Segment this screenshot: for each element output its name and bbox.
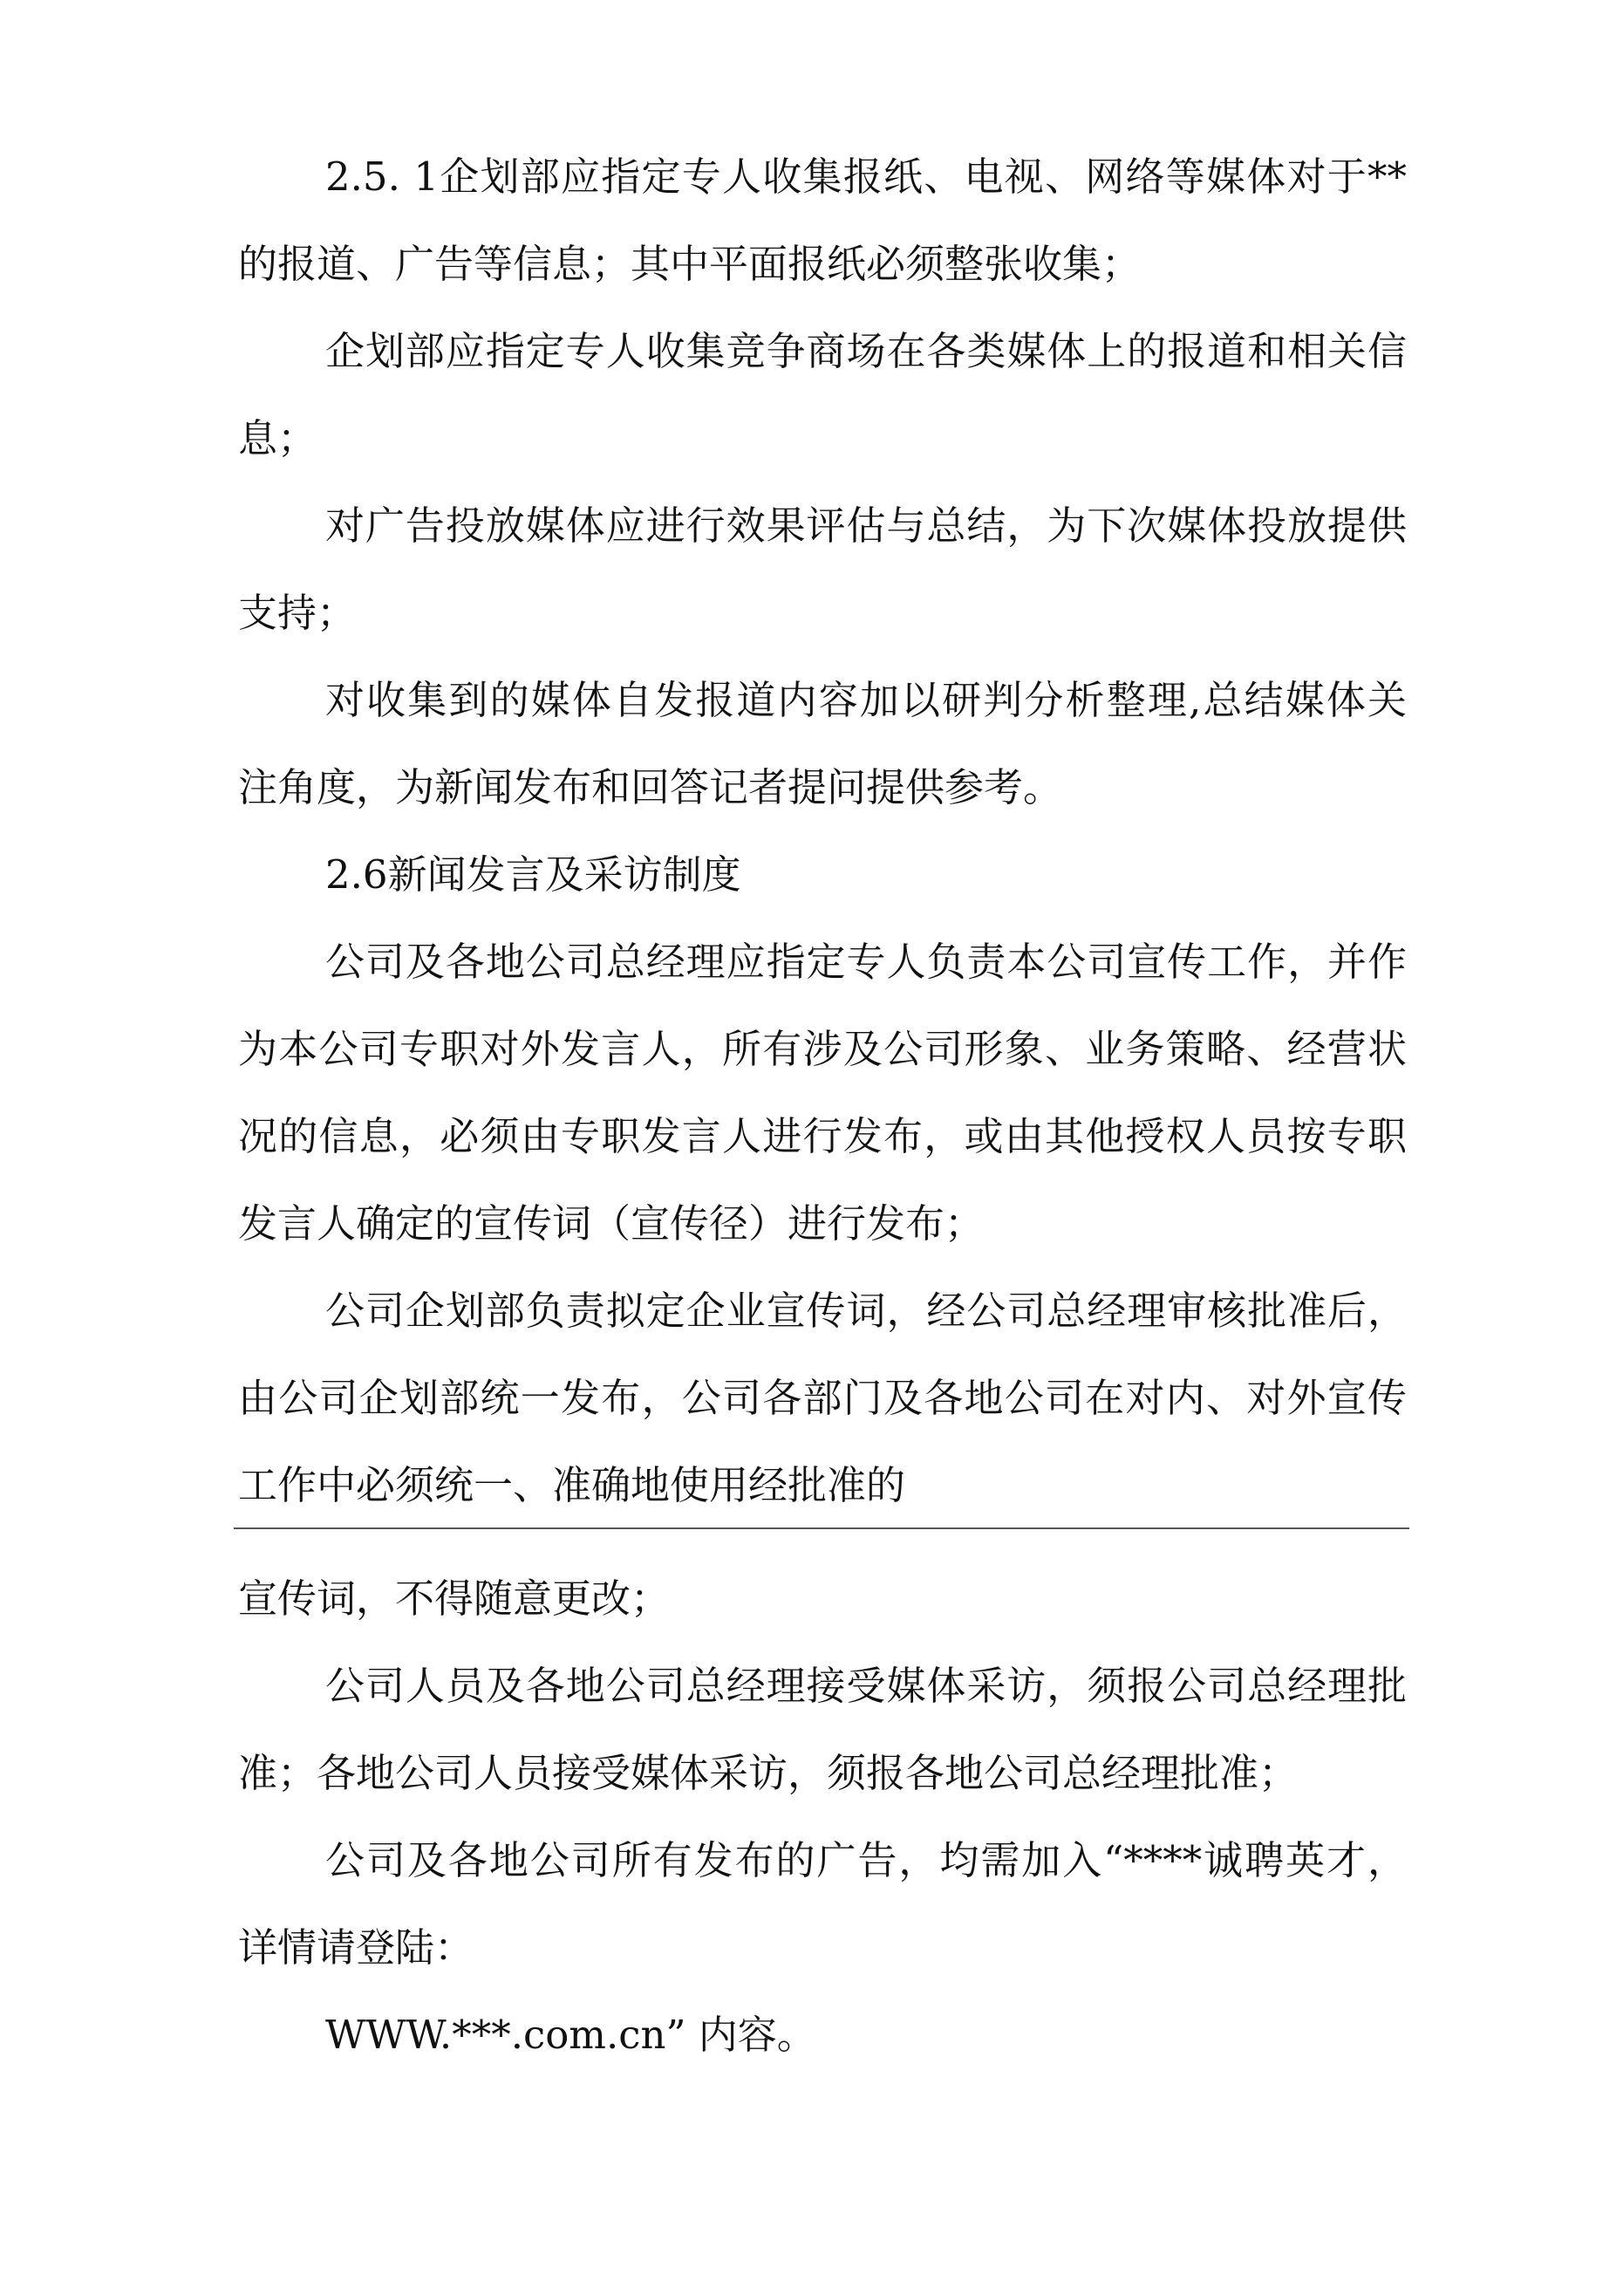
paragraph-interview-line-2: 准；各地公司人员接受媒体采访，须报各地公司总经理批准； (238, 1750, 1299, 1796)
paragraph-slogan-line-3: 工作中必须统一、准确地使用经批准的 (238, 1462, 906, 1508)
paragraph-ads-line-1: 公司及各地公司所有发布的广告，均需加入“****诚聘英才， (325, 1837, 1407, 1883)
paragraph-evaluation-line-2: 支持； (238, 590, 357, 636)
paragraph-interview-line-1: 公司人员及各地公司总经理接受媒体采访，须报公司总经理批 (325, 1663, 1407, 1709)
paragraph-spokesperson-line-4: 发言人确定的宣传词（宣传径）进行发布； (238, 1200, 985, 1247)
page-divider (234, 1527, 1409, 1529)
paragraph-slogan-line-4: 宣传词，不得随意更改； (238, 1575, 671, 1622)
paragraph-spokesperson-line-3: 况的信息，必须由专职发言人进行发布，或由其他授权人员按专职 (238, 1113, 1407, 1159)
paragraph-competitor-line-1: 企划部应指定专人收集竞争商场在各类媒体上的报道和相关信 (325, 328, 1407, 374)
paragraph-analysis-line-2: 注角度，为新闻发布和回答记者提问提供参考。 (238, 764, 1063, 810)
paragraph-ads-line-3: WWW.***.com.cn” 内容。 (325, 2012, 816, 2058)
paragraph-evaluation-line-1: 对广告投放媒体应进行效果评估与总结，为下次媒体投放提供 (325, 502, 1407, 549)
paragraph-2-5-1-line-1: 2.5. 1企划部应指定专人收集报纸、电视、网络等媒体对于** (325, 154, 1407, 200)
paragraph-ads-line-2: 详情请登陆： (238, 1924, 474, 1971)
section-heading-2-6: 2.6新闻发言及采访制度 (325, 851, 741, 898)
paragraph-slogan-line-1: 公司企划部负责拟定企业宣传词，经公司总经理审核批准后， (325, 1288, 1407, 1334)
paragraph-spokesperson-line-1: 公司及各地公司总经理应指定专人负责本公司宣传工作，并作 (325, 939, 1407, 985)
paragraph-analysis-line-1: 对收集到的媒体自发报道内容加以研判分析整理,总结媒体关 (325, 677, 1407, 723)
paragraph-slogan-line-2: 由公司企划部统一发布，公司各部门及各地公司在对内、对外宣传 (238, 1375, 1407, 1421)
paragraph-competitor-line-2: 息； (238, 415, 317, 461)
paragraph-spokesperson-line-2: 为本公司专职对外发言人，所有涉及公司形象、业务策略、经营状 (238, 1026, 1407, 1072)
paragraph-2-5-1-line-2: 的报道、广告等信息；其中平面报纸必须整张收集； (238, 241, 1142, 287)
